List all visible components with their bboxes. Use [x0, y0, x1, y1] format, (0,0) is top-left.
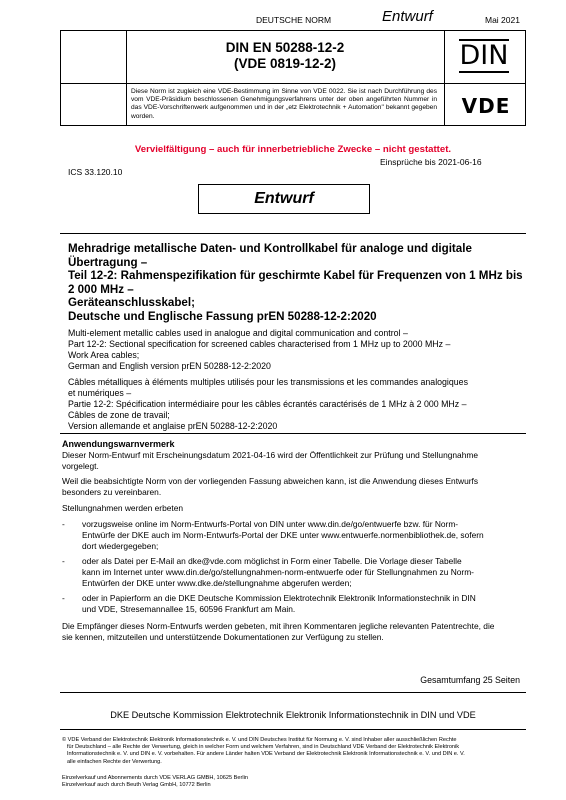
- application-p1: [62, 450, 524, 472]
- title-fr-line: Câbles métalliques à éléments multiples utilisés pour les transmissions et les commandes analogiques: [68, 377, 468, 387]
- title-de-line: 2 000 MHz –: [68, 282, 134, 296]
- text-line: und VDE, Stresemannallee 15, 60596 Frankfurt am Main.: [82, 604, 296, 614]
- text-line: Entwürfe der DKE auch im Norm-Entwurfs-Portal der DKE unter www.entwuerfe.normenbibliothek.de, sofern: [82, 530, 484, 540]
- text-line: Einzelverkauf auch durch Beuth Verlag GmbH, 10772 Berlin: [62, 782, 211, 789]
- application-warning: [62, 439, 524, 643]
- title-de: [68, 242, 523, 324]
- copy-warning: Vervielfältigung – auch für innerbetriebliche Zwecke – nicht gestattet.: [134, 144, 452, 155]
- title-de-line: Übertragung –: [68, 255, 148, 269]
- text-line: Entwürfen der DKE unter www.dke.de/stellungnahme abgerufen werden;: [82, 578, 352, 588]
- text-line: © VDE Verband der Elektrotechnik Elektronik Informationstechnik e. V. und DIN Deutsches Institut für Normung e. V. sind Inhaber aller ausschließlichen Rechte: [62, 737, 457, 743]
- norm-label: DEUTSCHE NORM: [256, 15, 332, 25]
- title-en-line: Part 12-2: Sectional specification for screened cables characterised from 1 MHz up to 2000 MHz –: [68, 339, 451, 349]
- norm-box: [60, 30, 526, 126]
- copyright-notice: [62, 737, 532, 766]
- vde-logo: VDE: [461, 94, 511, 118]
- text-line: Informationstechnik e. V. und DIN e. V. vorbehalten. Für andere Länder halten VDE Verband der Elektrotechnik Elektronik Informationstechnik e. V. und DIN e. V.: [67, 751, 465, 758]
- norm-number: DIN EN 50288-12-2: [225, 40, 345, 55]
- text-line: vorzugsweise online im Norm-Entwurfs-Portal von DIN unter www.din.de/go/entwuerfe bzw. für Norm-: [82, 519, 459, 529]
- title-en: [68, 328, 450, 372]
- draft-label: Entwurf: [382, 8, 433, 25]
- sales-info: [62, 775, 532, 790]
- bullet-item: [62, 519, 524, 552]
- objection-deadline: Einsprüche bis 2021-06-16: [380, 157, 482, 167]
- vde-number: (VDE 0819-12-2): [233, 56, 337, 71]
- text-line: für Deutschland – alle Rechte der Verwertung, gleich in welcher Form und welchem Verfahren, sind in Deutschland VDE Verband der Elektrotechnik Elektronik: [67, 744, 460, 751]
- draft-box: Entwurf: [198, 184, 370, 214]
- text-line: alle einfachen Rechte der Verwertung.: [67, 758, 162, 765]
- din-logo-text: DIN: [459, 40, 509, 71]
- title-en-line: Work Area cables;: [68, 350, 140, 360]
- din-logo: [459, 39, 509, 73]
- vde-note: Diese Norm ist zugleich eine VDE-Bestimmung im Sinne von VDE 0022. Sie ist nach Durchführung des vom VDE-Präsidium beschlossenen Genehmigungsverfahrens unter der oben angeführten Nummer in das VDE-Vorschriftenwerk aufgenommen und in der „etz Elektrotechnik + Automation" bekannt gegeben worden.: [131, 88, 437, 120]
- ics-code: ICS 33.120.10: [68, 167, 123, 177]
- text-line: kann im Internet unter www.din.de/go/stellungnahmen-norm-entwuerfe oder für Stellungnahmen zu Norm-: [82, 567, 474, 577]
- title-de-line: Mehradrige metallische Daten- und Kontrollkabel für analoge und digitale: [68, 242, 472, 255]
- title-en-line: Multi-element metallic cables used in analogue and digital communication and control –: [68, 328, 408, 338]
- dke-line: DKE Deutsche Kommission Elektrotechnik Elektronik Informationstechnik in DIN und VDE: [60, 692, 526, 730]
- norm-number-block: [126, 40, 444, 72]
- text-line: Dieser Norm-Entwurf mit Erscheinungsdatum 2021-04-16 wird der Öffentlichkeit zur Prüfung und Stellungnahme: [62, 450, 479, 460]
- text-line: Die Empfänger dieses Norm-Entwurfs werden gebeten, mit ihren Kommentaren jegliche relevanten Patentrechte, die: [62, 621, 495, 631]
- application-p4: [62, 621, 524, 643]
- title-fr: [68, 377, 468, 432]
- application-heading: Anwendungswarnvermerk: [62, 439, 175, 449]
- text-line: dort wiedergegeben;: [82, 541, 159, 551]
- title-fr-line: Câbles de zone de travail;: [68, 410, 170, 420]
- text-line: besonders zu vereinbaren.: [62, 487, 162, 497]
- text-line: Weil die beabsichtigte Norm von der vorliegenden Fassung abweichen kann, ist die Anwendung dieses Entwurfs: [62, 476, 479, 486]
- text-line: oder als Datei per E-Mail an dke@vde.com möglichst in Form einer Tabelle. Die Vorlage dieser Tabelle: [82, 556, 462, 566]
- title-de-line: Deutsche und Englische Fassung prEN 50288-12-2:2020: [68, 309, 377, 323]
- bullet-item: [62, 556, 524, 589]
- issue-date: Mai 2021: [485, 15, 520, 25]
- bullet-dash: -: [62, 519, 65, 529]
- application-p3: Stellungnahmen werden erbeten: [62, 503, 184, 513]
- title-de-line: Teil 12-2: Rahmenspezifikation für geschirmte Kabel für Frequenzen von 1 MHz bis: [68, 269, 523, 283]
- text-line: vorgelegt.: [62, 461, 99, 471]
- text-line: Einzelverkauf und Abonnements durch VDE VERLAG GMBH, 10625 Berlin: [62, 775, 248, 781]
- title-fr-line: et numériques –: [68, 388, 132, 398]
- title-en-line: German and English version prEN 50288-12-2:2020: [68, 361, 271, 371]
- title-fr-line: Partie 12-2: Spécification intermédiaire pour les câbles écrantés caractérisés de 1 MHz à 2 000 MHz –: [68, 399, 467, 409]
- total-pages: Gesamtumfang 25 Seiten: [420, 675, 520, 685]
- title-fr-line: Version allemande et anglaise prEN 50288-12-2:2020: [68, 421, 278, 431]
- application-p2: [62, 476, 524, 498]
- bullet-dash: -: [62, 593, 65, 603]
- text-line: sie kennen, mitzuteilen und unterstützende Dokumentationen zur Verfügung zu stellen.: [62, 632, 384, 642]
- bullet-item: [62, 593, 524, 615]
- title-de-line: Geräteanschlusskabel;: [68, 296, 195, 310]
- bullet-dash: -: [62, 556, 65, 566]
- text-line: oder in Papierform an die DKE Deutsche Kommission Elektrotechnik Elektronik Informationstechnik in DIN: [82, 593, 476, 603]
- title-block: [60, 233, 526, 434]
